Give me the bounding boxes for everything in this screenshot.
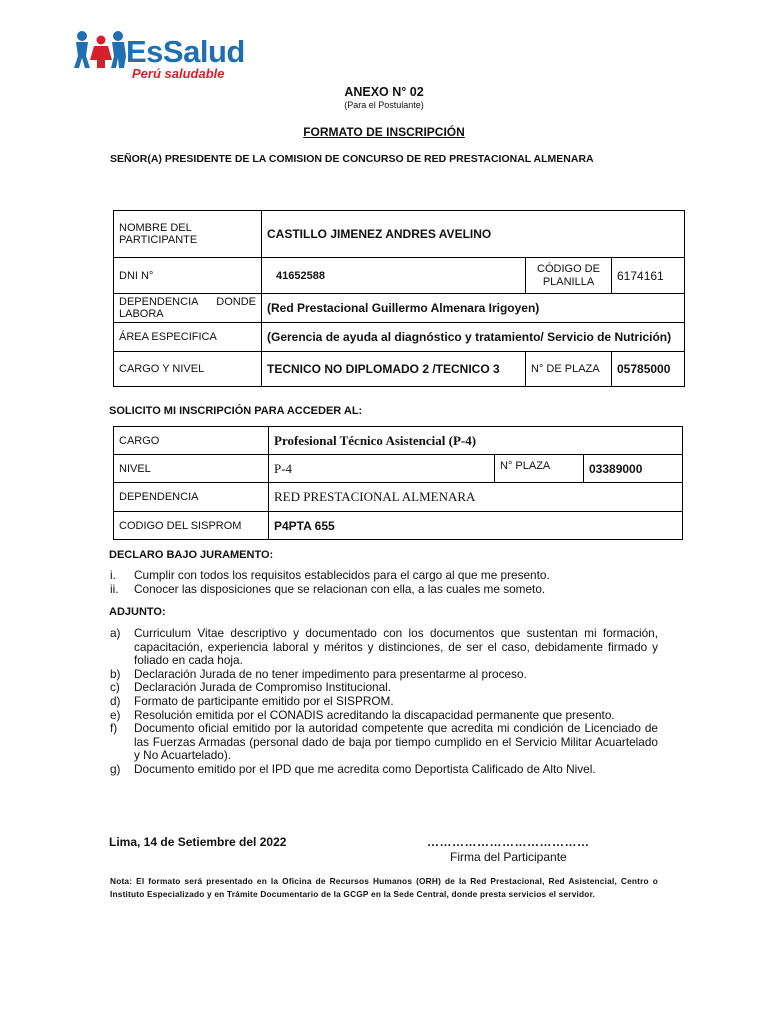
item-text: Curriculum Vitae descriptivo y documentado con los documentos que sustentan mi formación, capacitación, experiencia laboral y méritos y distinciones, de ser el caso, debidamente firmado y foliado en cada hoja.	[134, 626, 658, 668]
plaza-label: N° DE PLAZA	[526, 352, 612, 387]
list-item	[110, 722, 658, 763]
item-text: Documento emitido por el IPD que me acredita como Deportista Calificado de Alto Nivel.	[134, 761, 596, 776]
item-marker: b)	[110, 666, 121, 681]
attachments-list	[110, 627, 658, 777]
declaration-list	[110, 569, 658, 596]
participant-table	[113, 210, 685, 387]
item-text: Conocer las disposiciones que se relacionan con ella, a las cuales me someto.	[134, 581, 546, 596]
item-marker: g)	[110, 761, 121, 776]
req-nivel-value: P-4	[269, 455, 495, 483]
participant-name: CASTILLO JIMENEZ ANDRES AVELINO	[262, 211, 685, 258]
planilla-value: 6174161	[612, 258, 685, 294]
table-row	[114, 483, 683, 512]
dni-label: DNI N°	[114, 258, 262, 294]
annex-title: ANEXO N° 02	[344, 85, 424, 99]
list-item	[110, 763, 658, 777]
table-row	[114, 258, 685, 294]
logo-wordmark: EsSalud	[126, 34, 245, 69]
annex-subtitle: (Para el Postulante)	[344, 100, 424, 110]
list-item	[110, 569, 658, 583]
list-item	[110, 668, 658, 682]
table-row	[114, 323, 685, 352]
req-nivel-label: NIVEL	[114, 455, 269, 483]
cargo-label: CARGO Y NIVEL	[114, 352, 262, 387]
table-row	[114, 352, 685, 387]
item-text: Cumplir con todos los requisitos establecidos para el cargo al que me presento.	[134, 568, 550, 582]
dependencia-label: DEPENDENCIA DONDE LABORA	[114, 294, 262, 323]
addressee: SEÑOR(A) PRESIDENTE DE LA COMISION DE CONCURSO DE RED PRESTACIONAL ALMENARA	[110, 153, 594, 165]
req-dependencia-value: RED PRESTACIONAL ALMENARA	[269, 483, 683, 512]
table-row	[114, 427, 683, 455]
item-marker: e)	[110, 707, 121, 722]
footer-note: Nota: El formato será presentado en la Oficina de Recursos Humanos (ORH) de la Red Prestacional, Red Asistencial, Centro o Instituto Especializado y en Trámite Documentario de la GCGP en la Sede Central, donde presta servicios el servidor.	[110, 876, 658, 899]
item-marker: c)	[110, 680, 120, 695]
req-cargo-value: Profesional Técnico Asistencial (P-4)	[269, 427, 683, 455]
req-sisprom-label: CODIGO DEL SISPROM	[114, 512, 269, 540]
item-marker: d)	[110, 693, 121, 708]
area-value: (Gerencia de ayuda al diagnóstico y tratamiento/ Servicio de Nutrición)	[262, 323, 685, 352]
item-text: Declaración Jurada de no tener impedimento para presentarme al proceso.	[134, 666, 527, 681]
dependencia-value: (Red Prestacional Guillermo Almenara Irigoyen)	[262, 294, 685, 323]
item-text: Declaración Jurada de Compromiso Institucional.	[134, 680, 392, 695]
req-plaza-label: N° PLAZA	[495, 455, 584, 483]
planilla-label: CÓDIGO DE PLANILLA	[526, 258, 612, 294]
list-item	[110, 695, 658, 709]
family-icon	[74, 30, 126, 70]
list-item	[110, 681, 658, 695]
list-item	[110, 627, 658, 668]
table-row	[114, 512, 683, 540]
signature-line: …………………………………	[427, 835, 590, 849]
item-text: Documento oficial emitido por la autoridad competente que acredita mi condición de Licenciado de las Fuerzas Armadas (personal dado de baja por tiempo cumplido en el Servicio Militar Acuartelado y No Acuartelado).	[134, 721, 658, 763]
essalud-logo	[74, 30, 244, 82]
request-table	[113, 426, 683, 540]
attachments-heading: ADJUNTO:	[109, 606, 166, 618]
table-row	[114, 211, 685, 258]
req-plaza-value: 03389000	[584, 455, 683, 483]
signature-date: Lima, 14 de Setiembre del 2022	[109, 835, 287, 849]
dni-value: 41652588	[262, 258, 526, 294]
item-text: Formato de participante emitido por el SISPROM.	[134, 693, 394, 708]
declaration-heading: DECLARO BAJO JURAMENTO:	[109, 549, 274, 561]
list-item	[110, 709, 658, 723]
request-heading: SOLICITO MI INSCRIPCIÓN PARA ACCEDER AL:	[109, 405, 363, 417]
logo-tagline: Perú saludable	[132, 66, 225, 81]
item-marker: f)	[110, 721, 118, 736]
signature-label: Firma del Participante	[450, 850, 567, 864]
req-sisprom-value: P4PTA 655	[269, 512, 683, 540]
req-dependencia-label: DEPENDENCIA	[114, 483, 269, 512]
table-row	[114, 294, 685, 323]
item-marker: i.	[110, 568, 116, 582]
plaza-value: 05785000	[612, 352, 685, 387]
item-marker: ii.	[110, 581, 119, 596]
form-title: FORMATO DE INSCRIPCIÓN	[303, 125, 465, 139]
table-row	[114, 455, 683, 483]
cargo-value: TECNICO NO DIPLOMADO 2 /TECNICO 3	[262, 352, 526, 387]
req-cargo-label: CARGO	[114, 427, 269, 455]
name-label: NOMBRE DEL PARTICIPANTE	[114, 211, 262, 258]
list-item	[110, 583, 658, 597]
area-label: ÁREA ESPECIFICA	[114, 323, 262, 352]
item-text: Resolución emitida por el CONADIS acreditando la discapacidad permanente que presento.	[134, 707, 615, 722]
item-marker: a)	[110, 626, 121, 640]
